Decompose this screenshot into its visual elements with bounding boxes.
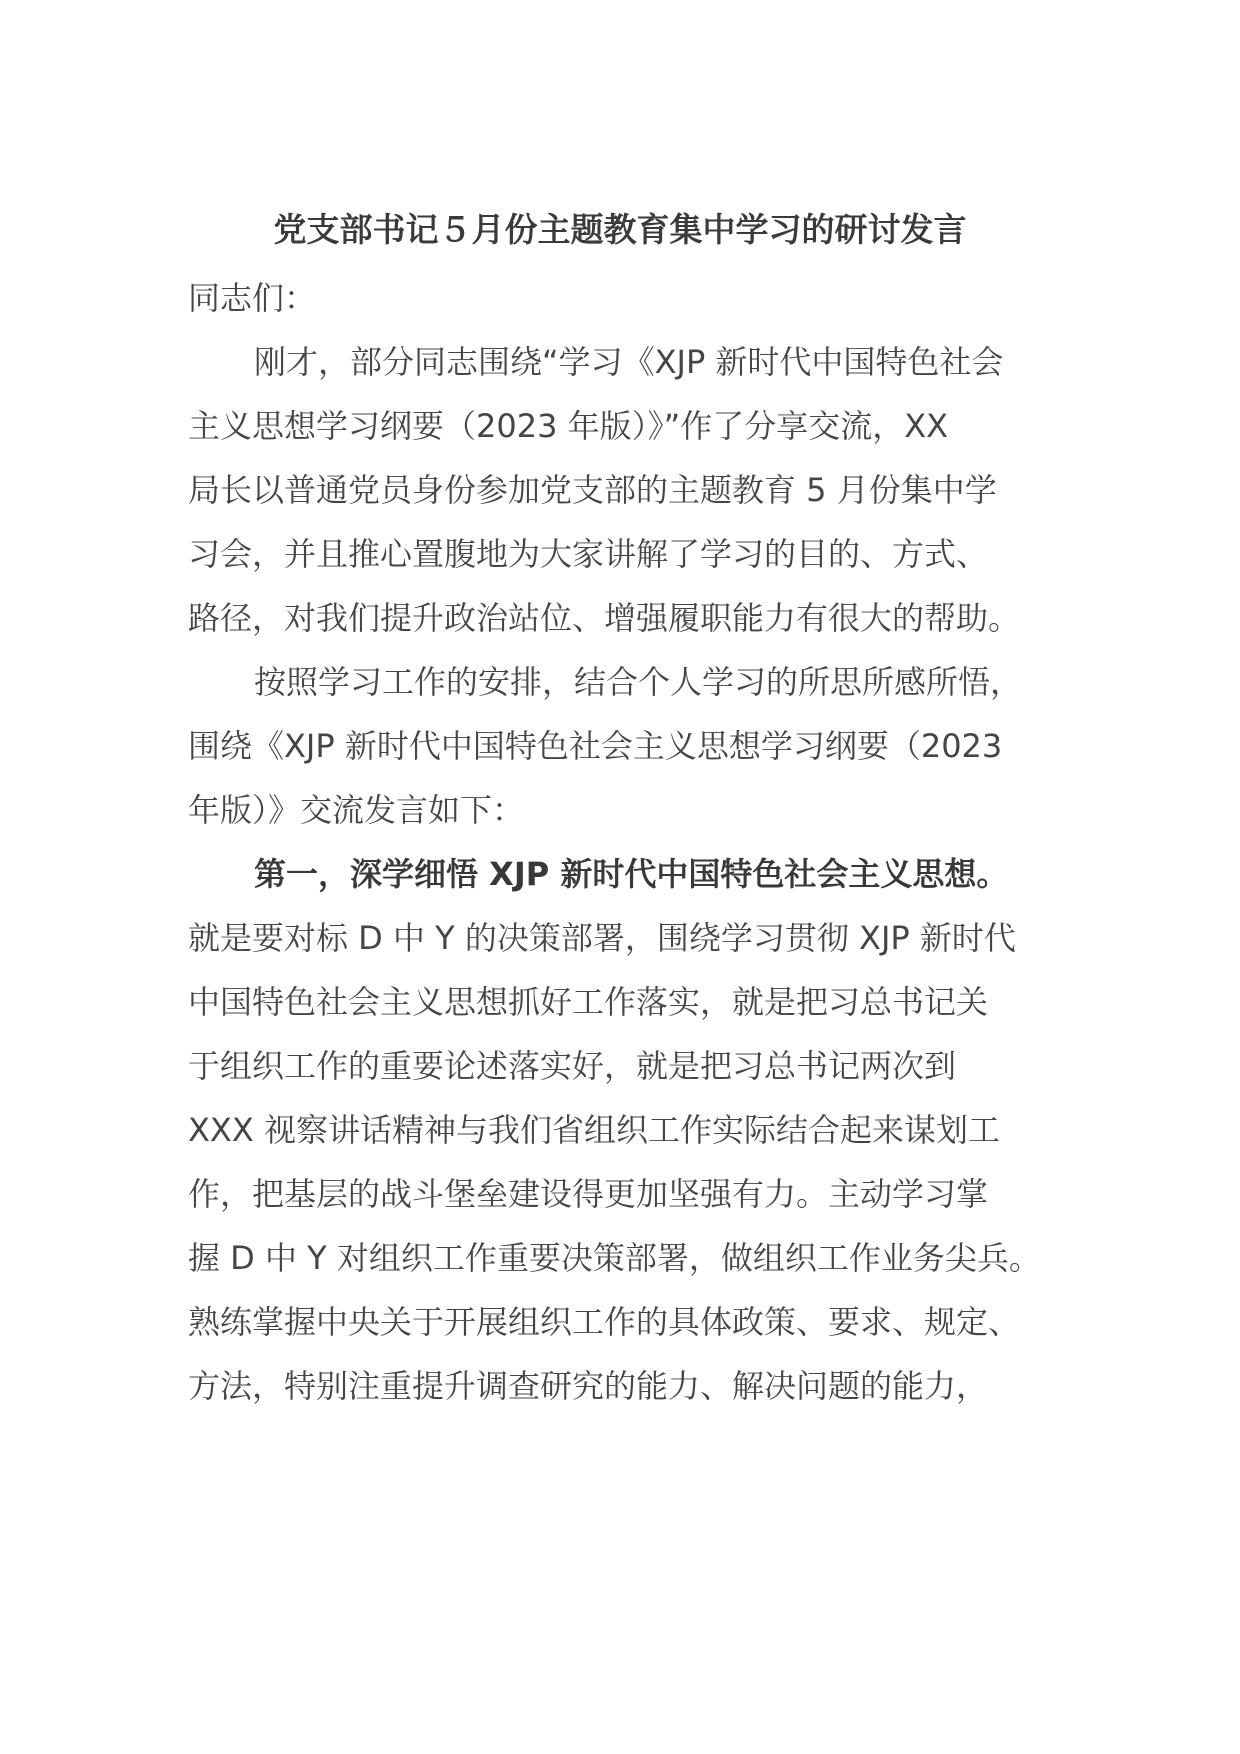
document-title: 党支部书记５月份主题教育集中学习的研讨发言 (273, 210, 967, 249)
paragraph-line: 于组织工作的重要论述落实好，就是把习总书记两次到 (188, 1047, 957, 1085)
salutation-line: 同志们： (188, 279, 317, 317)
paragraph-line: 握 D 中 Y 对组织工作重要决策部署，做组织工作业务尖兵。 (188, 1239, 1041, 1277)
paragraph-line: 年版）》交流发言如下： (188, 791, 525, 829)
paragraph-line: 主义思想学习纲要（2023 年版）》”作了分享交流，XX (188, 407, 949, 445)
paragraph-line: 按照学习工作的安排，结合个人学习的所思所感所悟， (254, 663, 1023, 701)
paragraph-line: 刚才，部分同志围绕“学习《XJP 新时代中国特色社会 (254, 343, 1004, 381)
paragraph-line: 中国特色社会主义思想抓好工作落实，就是把习总书记关 (188, 983, 989, 1021)
paragraph-line: 习会，并且推心置腹地为大家讲解了学习的目的、方式、 (188, 535, 989, 573)
section-heading-line: 第一，深学细悟 XJP 新时代中国特色社会主义思想。 (254, 855, 1009, 893)
paragraph-line: 路径，对我们提升政治站位、增强履职能力有很大的帮助。 (188, 599, 1021, 637)
paragraph-line: 方法，特别注重提升调查研究的能力、解决问题的能力， (188, 1367, 989, 1405)
paragraph-line: 就是要对标 D 中 Y 的决策部署，围绕学习贯彻 XJP 新时代 (188, 919, 1016, 957)
paragraph-line: 局长以普通党员身份参加党支部的主题教育 5 月份集中学 (188, 471, 997, 509)
paragraph-line: XXX 视察讲话精神与我们省组织工作实际结合起来谋划工 (188, 1111, 1000, 1149)
paragraph-line: 作，把基层的战斗堡垒建设得更加坚强有力。主动学习掌 (188, 1175, 989, 1213)
paragraph-line: 熟练掌握中央关于开展组织工作的具体政策、要求、规定、 (188, 1303, 1021, 1341)
paragraph-line: 围绕《XJP 新时代中国特色社会主义思想学习纲要（2023 (188, 727, 1003, 765)
